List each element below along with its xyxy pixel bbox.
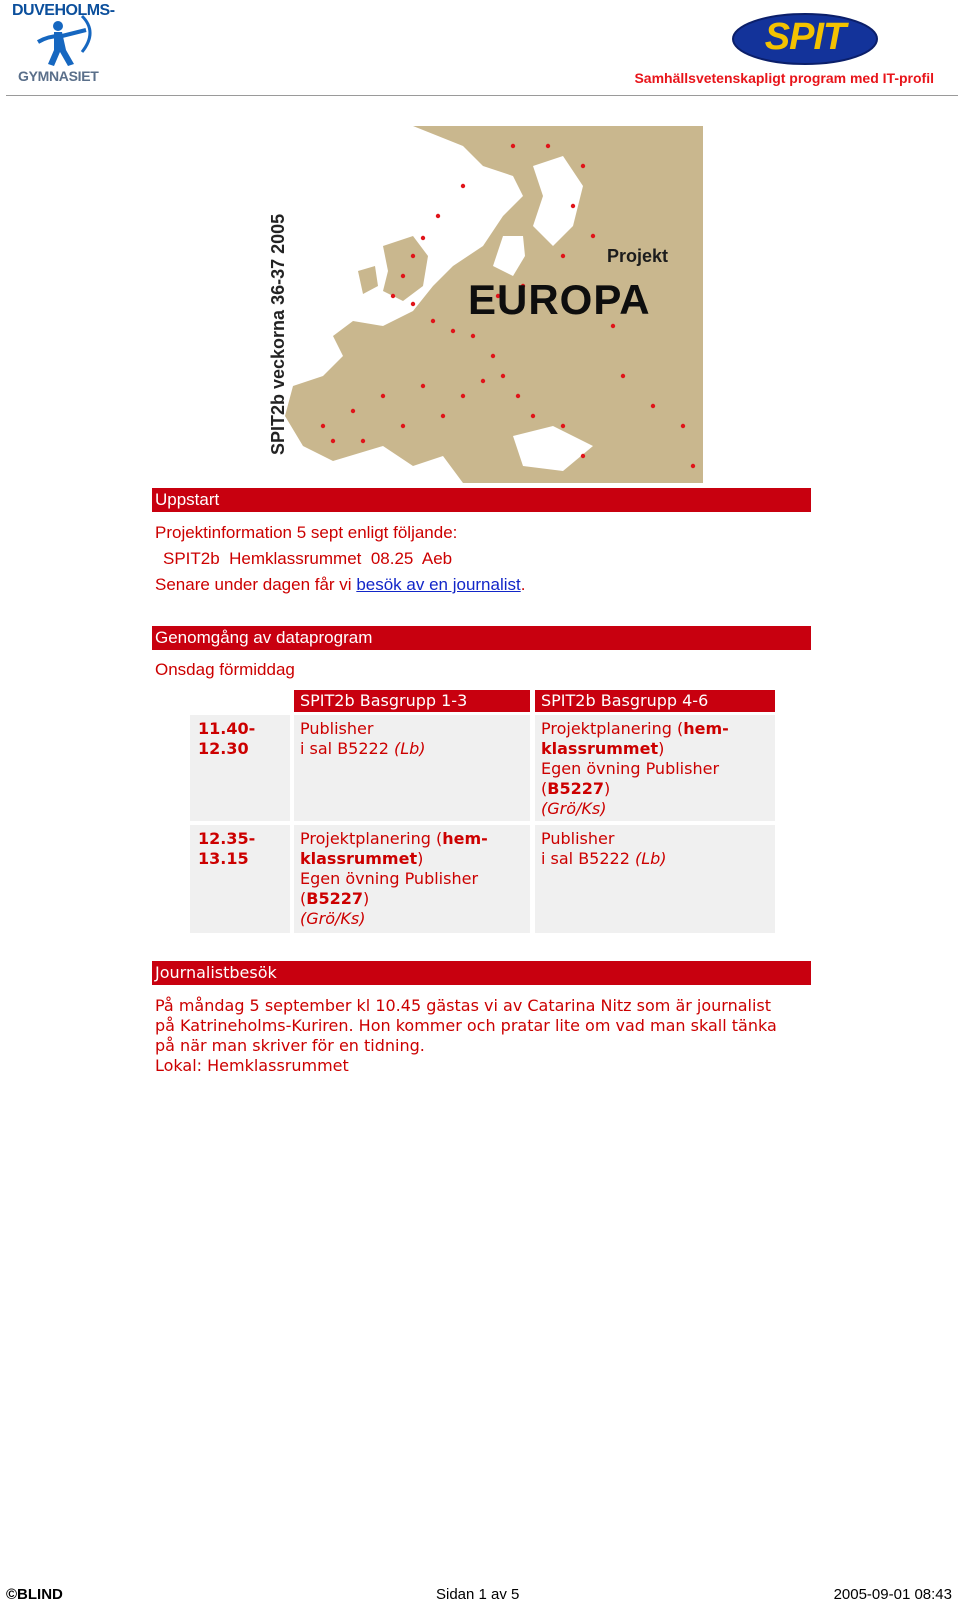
schedule-row-time — [190, 825, 290, 933]
schedule-cell-group-1-3 — [294, 825, 530, 933]
teacher-code: (Grö/Ks) — [300, 909, 366, 928]
uppstart-line-3 — [155, 575, 525, 595]
banner-title: EUROPA — [468, 276, 651, 323]
cell-line — [541, 799, 769, 819]
uppstart-line-3-prefix: Senare under dagen får vi — [155, 575, 357, 594]
cell-line — [541, 849, 769, 869]
section-uppstart-heading: Uppstart — [152, 488, 811, 512]
cell-line — [541, 779, 769, 799]
cell-line — [300, 739, 524, 759]
spit-logo — [730, 8, 880, 66]
schedule-row-time — [190, 715, 290, 821]
time-end: 12.30 — [198, 739, 249, 758]
duveholms-logo — [8, 2, 115, 88]
page-footer — [0, 1586, 960, 1602]
uppstart-line-1: Projektinformation 5 sept enligt följande: — [155, 523, 458, 542]
cell-text-bold: hem- — [683, 719, 729, 738]
banner-vertical-text: SPIT2b veckorna 36-37 2005 — [268, 213, 288, 455]
schedule-cell-group-1-3 — [294, 715, 530, 821]
cell-line — [300, 909, 524, 929]
cell-text-bold: klassrummet — [300, 849, 418, 868]
cell-line: Publisher — [541, 829, 615, 848]
journalist-line-2: på Katrineholms-Kuriren. Hon kommer och pratar lite om vad man skall tänka — [155, 1016, 777, 1035]
journalist-line-4: Lokal: Hemklassrummet — [155, 1056, 349, 1075]
spit-logo-text: SPIT — [764, 15, 846, 58]
cell-text-bold: klassrummet — [541, 739, 659, 758]
cell-line: Publisher — [300, 719, 374, 738]
cell-text: ) — [362, 889, 370, 908]
cell-line: Egen övning Publisher — [300, 869, 479, 888]
cell-text: ) — [603, 779, 611, 798]
section-journalist-heading: Journalistbesök — [152, 961, 811, 985]
cell-text: ( — [541, 779, 548, 798]
cell-text: i sal B5222 — [300, 739, 394, 758]
logo-left-top-text: DUVEHOLMS- — [12, 2, 115, 19]
footer-timestamp: 2005-09-01 08:43 — [833, 1586, 952, 1603]
page-header — [0, 0, 960, 96]
cell-line — [300, 849, 524, 869]
room-code: B5227 — [547, 779, 604, 798]
uppstart-line-3-suffix: . — [520, 575, 526, 594]
logo-left-bottom-text: GYMNASIET — [18, 68, 99, 84]
teacher-code: (Lb) — [393, 739, 426, 758]
teacher-code: (Grö/Ks) — [541, 799, 607, 818]
header-divider — [6, 95, 958, 96]
cell-text-bold: hem- — [442, 829, 488, 848]
schedule-cell-group-4-6 — [535, 825, 775, 933]
banner-projekt-label: Projekt — [607, 246, 669, 266]
cell-text: Projektplanering ( — [300, 829, 443, 848]
time-end: 13.15 — [198, 849, 249, 868]
cell-text: Projektplanering ( — [541, 719, 684, 738]
time-start: 12.35- — [198, 829, 256, 848]
cell-line — [300, 829, 524, 849]
journalist-visit-link[interactable]: besök av en journalist — [356, 575, 521, 594]
room-code: B5227 — [306, 889, 363, 908]
cell-line — [541, 719, 769, 739]
cell-text: ) — [658, 739, 665, 758]
uppstart-line-2: SPIT2b Hemklassrummet 08.25 Aeb — [163, 549, 453, 568]
schedule-col-header-group-1-3: SPIT2b Basgrupp 1-3 — [294, 690, 530, 712]
header-tagline: Samhällsvetenskapligt program med IT-profil — [634, 70, 934, 86]
cell-text: ) — [417, 849, 424, 868]
teacher-code: (Lb) — [634, 849, 667, 868]
time-start: 11.40- — [198, 719, 256, 738]
cell-text: ( — [300, 889, 307, 908]
schedule-cell-group-4-6 — [535, 715, 775, 821]
genomgang-subheading: Onsdag förmiddag — [155, 660, 295, 679]
cell-line — [300, 889, 524, 909]
schedule-col-header-group-4-6: SPIT2b Basgrupp 4-6 — [535, 690, 775, 712]
cell-line — [541, 739, 769, 759]
section-genomgang-heading: Genomgång av dataprogram — [152, 626, 811, 650]
footer-page-number: Sidan 1 av 5 — [436, 1586, 520, 1603]
cell-line: Egen övning Publisher — [541, 759, 720, 778]
footer-copyright: ©BLIND — [6, 1586, 63, 1603]
cell-text: i sal B5222 — [541, 849, 635, 868]
journalist-line-1: På måndag 5 september kl 10.45 gästas vi av Catarina Nitz som är journalist — [155, 996, 772, 1015]
journalist-line-3: på när man skriver för en tidning. — [155, 1036, 425, 1055]
